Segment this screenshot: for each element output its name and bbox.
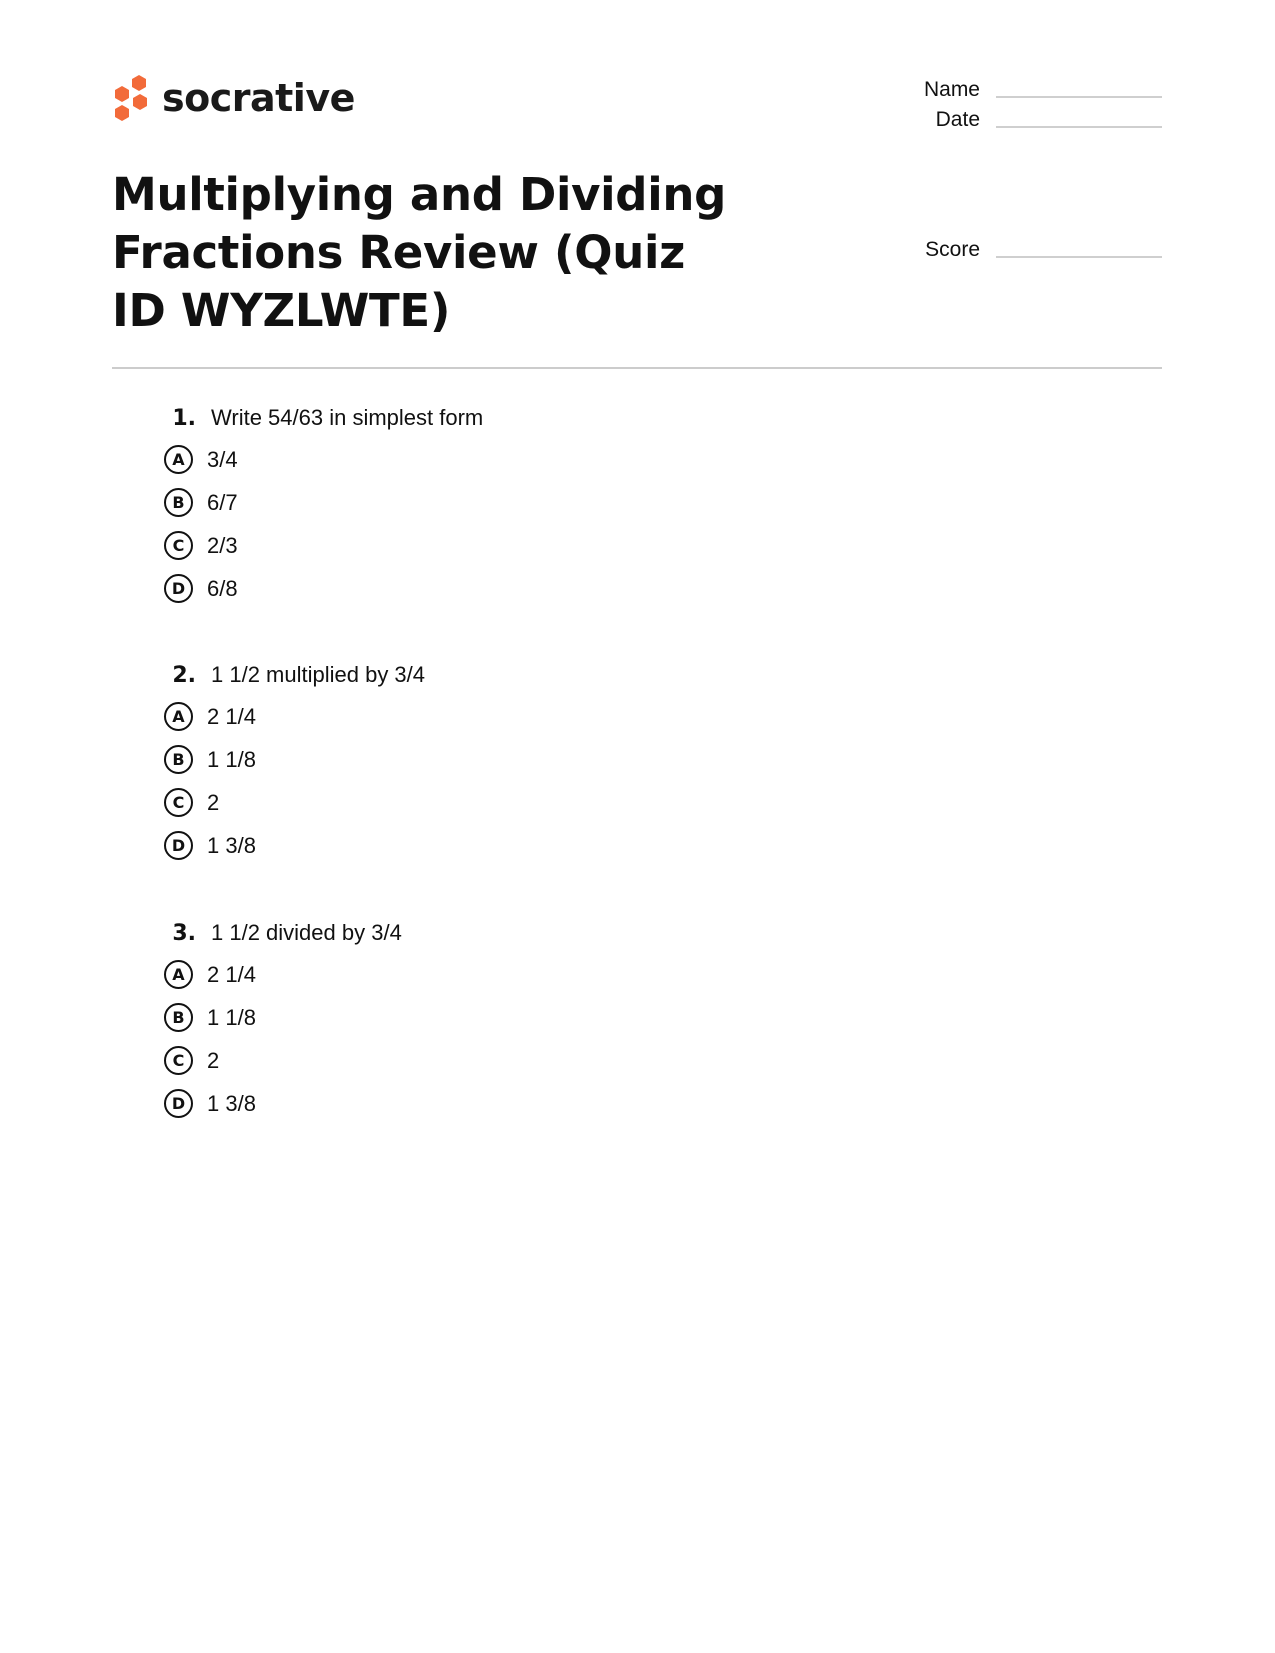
question-text: 1 1/2 multiplied by 3/4 [211,662,426,687]
choice-text: 3/4 [207,446,238,472]
choice-bubble-b[interactable]: B [164,745,193,774]
choice-text: 1 3/8 [207,832,256,858]
name-field[interactable] [900,78,1162,102]
choice-bubble-a[interactable]: A [164,702,193,731]
date-label: Date [935,108,980,131]
choice-c[interactable] [164,524,1064,567]
choice-bubble-d[interactable]: D [164,1089,193,1118]
choice-d[interactable] [164,1082,1064,1125]
choice-c[interactable] [164,1039,1064,1082]
score-blank-line[interactable] [996,256,1162,258]
question-header [164,402,1064,434]
choice-text: 2 [207,789,220,815]
choice-text: 6/8 [207,575,238,601]
choice-text: 1 3/8 [207,1090,256,1116]
choice-b[interactable] [164,996,1064,1039]
choice-c[interactable] [164,781,1064,824]
choice-text: 1 1/8 [207,1004,256,1030]
score-label: Score [925,238,980,261]
answer-choices [164,953,1064,1125]
choice-bubble-c[interactable]: C [164,1046,193,1075]
choice-bubble-a[interactable]: A [164,960,193,989]
brand-name: socrative [162,76,355,120]
question-header [164,659,1064,691]
choice-a[interactable] [164,695,1064,738]
question-2 [164,659,1064,867]
header-divider [112,367,1162,369]
question-number: 2. [172,662,196,688]
choice-b[interactable] [164,738,1064,781]
quiz-title: Multiplying and Dividing Fractions Review (Quiz ID WYZLWTE) [112,168,726,337]
choice-bubble-c[interactable]: C [164,531,193,560]
choice-d[interactable] [164,824,1064,867]
socrative-logo [112,72,355,124]
name-blank-line[interactable] [996,96,1162,98]
question-number: 3. [172,920,196,946]
name-label: Name [923,78,980,101]
answer-choices [164,438,1064,610]
choice-a[interactable] [164,438,1064,481]
question-number: 1. [172,405,196,431]
score-field[interactable] [900,238,1162,262]
choice-bubble-b[interactable]: B [164,488,193,517]
question-header [164,917,1064,949]
question-text: 1 1/2 divided by 3/4 [211,920,402,945]
choice-text: 6/7 [207,489,238,515]
choice-text: 2 [207,1047,220,1073]
choice-text: 1 1/8 [207,746,256,772]
choice-bubble-c[interactable]: C [164,788,193,817]
choice-bubble-a[interactable]: A [164,445,193,474]
choice-bubble-d[interactable]: D [164,831,193,860]
choice-text: 2 1/4 [207,703,256,729]
choice-a[interactable] [164,953,1064,996]
date-blank-line[interactable] [996,126,1162,128]
choice-d[interactable] [164,567,1064,610]
question-1 [164,402,1064,610]
choice-text: 2 1/4 [207,961,256,987]
choice-text: 2/3 [207,532,238,558]
hexagon-cluster-icon [112,73,150,123]
choice-bubble-d[interactable]: D [164,574,193,603]
answer-choices [164,695,1064,867]
choice-bubble-b[interactable]: B [164,1003,193,1032]
date-field[interactable] [900,108,1162,132]
choice-b[interactable] [164,481,1064,524]
question-3 [164,917,1064,1125]
question-text: Write 54/63 in simplest form [211,405,484,430]
